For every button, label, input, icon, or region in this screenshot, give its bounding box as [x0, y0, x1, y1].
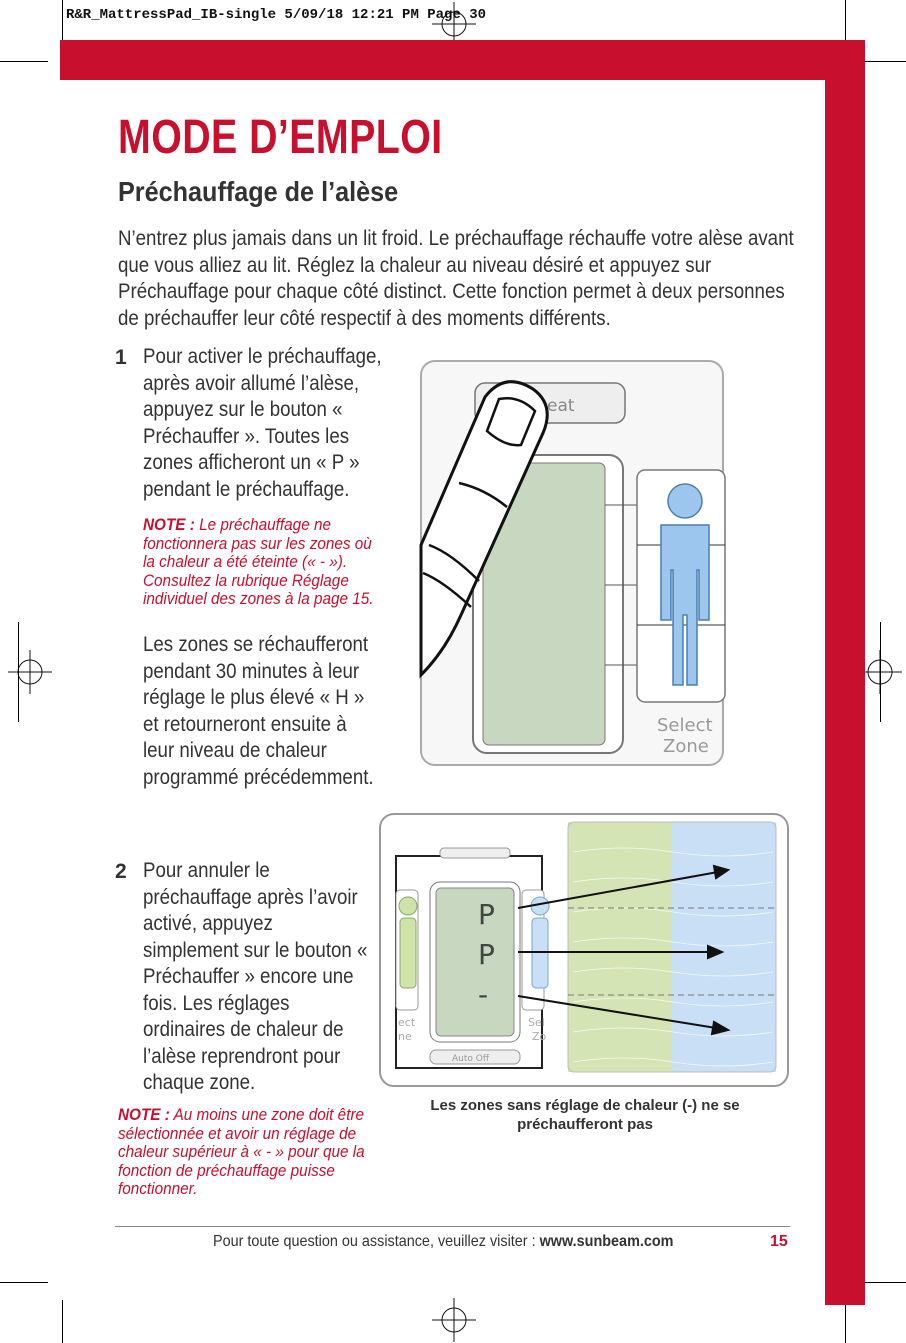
figure-caption: Les zones sans réglage de chaleur (-) ne se préchaufferont pas	[430, 1097, 740, 1133]
note-label: NOTE :	[143, 515, 195, 534]
step-number: 2	[115, 860, 127, 883]
preheat-button-label: eat	[547, 396, 575, 416]
page-title: MODE D’EMPLOI	[118, 111, 443, 164]
crop-mark	[862, 61, 906, 62]
crop-mark	[62, 0, 63, 40]
controller-illustration	[415, 355, 730, 770]
note	[143, 516, 388, 609]
crop-mark	[880, 622, 881, 722]
footer-link[interactable]: www.sunbeam.com	[539, 1233, 674, 1250]
lcd-reading: -	[478, 978, 489, 1011]
footer-label: Pour toute question ou assistance, veuillez visiter :	[213, 1233, 536, 1250]
select-zone-label: Sel	[528, 1016, 545, 1029]
crop-mark	[845, 0, 846, 40]
footer-divider	[115, 1226, 790, 1227]
side-bar	[825, 80, 865, 1305]
select-zone-label: Zo	[532, 1030, 547, 1043]
select-zone-label: ne	[398, 1030, 412, 1043]
crop-mark	[0, 1282, 48, 1283]
print-slug: R&R_MattressPad_IB-single 5/09/18 12:21 PM Page 30	[66, 7, 487, 23]
lcd-reading: P	[478, 938, 495, 971]
crop-mark	[62, 1300, 63, 1343]
crop-mark	[18, 622, 19, 722]
footer-text	[213, 1233, 673, 1251]
step-text: Pour activer le préchauffage, après avoir allumé l’alèse, appuyez sur le bouton « Préchauffer ». Toutes les zones afficheront un « P » pendant le préchauffage.	[143, 345, 382, 501]
step-extra-text: Les zones se réchaufferont pendant 30 minutes à leur réglage le plus élevé « H » et retourneront ensuite à leur niveau de chaleur programmé précédemment.	[143, 633, 374, 789]
registration-mark-icon	[432, 1298, 476, 1342]
note-label: NOTE :	[118, 1105, 170, 1124]
select-zone-label: Zone	[663, 736, 709, 757]
crop-mark	[0, 61, 48, 62]
section-title: Préchauffage de l’alèse	[118, 176, 399, 207]
crop-mark	[845, 1300, 846, 1343]
step-text: Pour annuler le préchauffage après l’avoir activé, appuyez simplement sur le bouton « Préchauffer » encore une fois. Les réglages ordinaires de chaleur de l’alèse reprendront pour chaque zone.	[143, 859, 368, 1094]
step-number: 1	[115, 346, 127, 369]
note-text: Le préchauffage ne fonctionnera pas sur les zones où la chaleur a été éteinte (« - »). Consultez la rubrique Réglage individuel des zones à la page 15.	[143, 515, 374, 608]
header-bar	[60, 40, 865, 80]
lcd-reading: P	[478, 898, 495, 931]
crop-mark	[862, 1282, 906, 1283]
registration-mark-icon	[8, 650, 52, 694]
lcd-display	[436, 888, 514, 1036]
mattress-zone-right	[672, 822, 776, 1072]
zones-illustration	[378, 812, 790, 1088]
intro-paragraph: N’entrez plus jamais dans un lit froid. Le préchauffage réchauffe votre alèse avant que vous alliez au lit. Réglez la chaleur au niveau désiré et appuyez sur Préchauffage pour chaque côté distinct. Cette fonction permet à deux personnes de préchauffer leur côté respectif à des moments différents.	[118, 227, 794, 330]
mattress-zone-left	[568, 822, 672, 1072]
select-zone-label: ect	[398, 1016, 416, 1029]
note-text: Au moins une zone doit être sélectionnée et avoir un réglage de chaleur supérieur à « - » pour que la fonction de préchauffage puisse fonctionner.	[118, 1105, 365, 1198]
select-zone-label: Select	[657, 715, 713, 736]
page-number: 15	[770, 1233, 788, 1250]
auto-off-label: Auto Off	[452, 1054, 490, 1064]
